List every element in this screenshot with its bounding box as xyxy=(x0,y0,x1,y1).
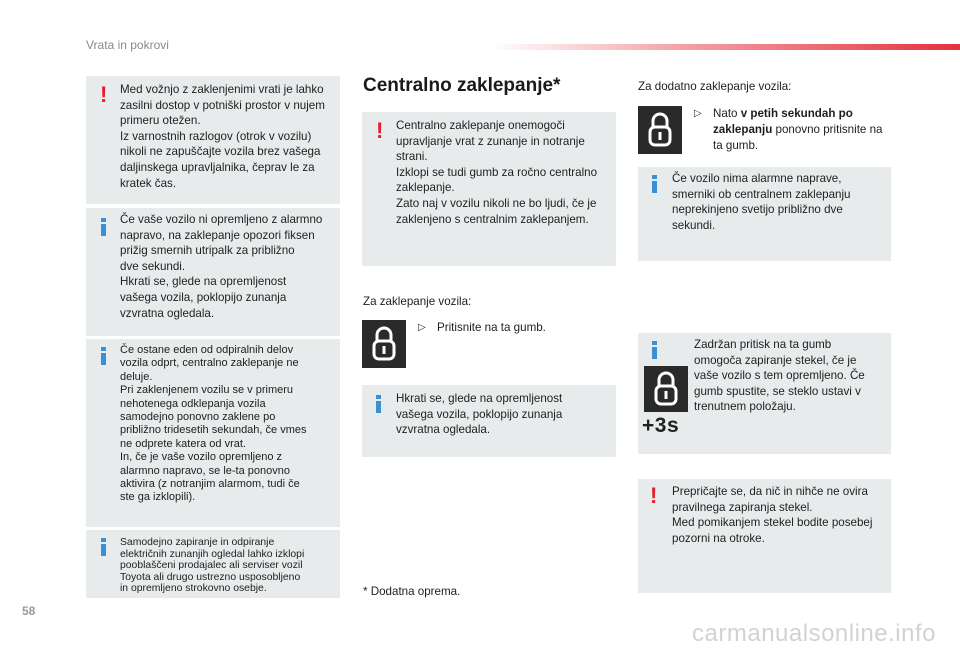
lock-icon xyxy=(362,320,406,368)
info-text: Če vozilo nima alarmne naprave, smerniki ob centralnem zaklepanju neprekinjeno svetijo približno dve sekundi. xyxy=(672,172,851,232)
info-box-right-2 xyxy=(638,333,891,454)
info-box-left-2 xyxy=(86,339,340,527)
step-bold: v petih sekundah po zaklepanju xyxy=(713,107,853,136)
page-title: Centralno zaklepanje* xyxy=(363,75,561,96)
warning-icon: ! xyxy=(650,483,658,508)
lock-intro: Za zaklepanje vozila: xyxy=(363,295,472,308)
lock-icon xyxy=(638,106,682,154)
info-icon xyxy=(376,395,381,413)
step-suffix: ponovno pritisnite na ta gumb. xyxy=(713,123,883,152)
warning-icon: ! xyxy=(100,82,108,107)
info-text: Zadržan pritisk na ta gumb omogoča zapiranje stekel, če je vaše vozilo s tem opremljeno. Če gumb spustite, se steklo ustavi v trenutnem položaju. xyxy=(694,338,865,414)
lock-button-image xyxy=(362,320,406,368)
step-prefix: Nato xyxy=(713,107,741,120)
footnote: * Dodatna oprema. xyxy=(363,585,461,598)
lock-button-image xyxy=(644,366,688,412)
info-box-left-3 xyxy=(86,530,340,598)
info-icon xyxy=(101,347,106,365)
info-icon xyxy=(101,218,106,236)
lock-button-image xyxy=(638,106,682,154)
warning-icon: ! xyxy=(376,118,384,143)
info-box-middle xyxy=(362,385,616,457)
warning-box-right xyxy=(638,479,891,593)
warning-box-left xyxy=(86,76,340,204)
warning-text: Med vožnjo z zaklenjenimi vrati je lahko zasilni dostop v potniški prostor v nujem primeru otežen. Iz varnostnih razlogov (otrok v vozilu) nikoli ne zapuščajte vozila brez vašega daljinskega upravljalnika, čeprav le za kratek čas. xyxy=(120,83,325,190)
page-number: 58 xyxy=(22,604,36,618)
info-box-left-1 xyxy=(86,208,340,336)
info-text: Če vaše vozilo ni opremljeno z alarmno napravo, na zaklepanje opozori fiksen prižig smernih utripalk za približno dve sekundi. Hkrati se, glede na opremljenost vašega vozila, poklopijo zunanja vzvratna ogledala. xyxy=(120,213,323,320)
step-arrow-icon: ▷ xyxy=(418,322,426,333)
warning-box-middle xyxy=(362,112,616,266)
section-title: Vrata in pokrovi xyxy=(86,38,169,52)
lock-step-text: Pritisnite na ta gumb. xyxy=(437,321,546,334)
header-divider xyxy=(490,44,960,50)
step-arrow-icon: ▷ xyxy=(694,108,702,119)
watermark: carmanualsonline.info xyxy=(692,620,936,647)
hold-three-seconds-label: +3s xyxy=(642,414,680,437)
extra-lock-intro: Za dodatno zaklepanje vozila: xyxy=(638,80,792,93)
info-text: Samodejno zapiranje in odpiranje električnih zunanjih ogledal lahko izklopi pooblaščeni prodajalec ali serviser vozil Toyota ali drugo ustrezno usposobljeno in opremljeno strokovno osebje. xyxy=(120,537,305,595)
info-box-right-1 xyxy=(638,167,891,261)
lock-icon xyxy=(644,366,688,412)
info-icon xyxy=(652,341,657,359)
info-text: Hkrati se, glede na opremljenost vašega vozila, poklopijo zunanja vzvratna ogledala. xyxy=(396,392,563,437)
warning-text: Centralno zaklepanje onemogoči upravljanje vrat z zunanje in notranje strani. Izklopi se tudi gumb za ročno centralno zaklepanje. Zato naj v vozilu nikoli ne bo ljudi, če je zaklenjeno s centralnim zaklepanjem. xyxy=(396,119,598,226)
info-icon xyxy=(101,538,106,556)
info-text: Če ostane eden od odpiralnih delov vozila odprt, centralno zaklepanje ne deluje. Pri zaklenjenem vozilu se v primeru nehotenega odklepanja vozila samodejno ponovno zaklene po približno tridesetih sekundah, če vmes ne odprete katera od vrat. In, če je vaše vozilo opremljeno z alarmno napravo, se le-ta ponovno aktivira (z notranjim alarmom, tudi če ste ga izklopili). xyxy=(120,344,307,504)
warning-text: Prepričajte se, da nič in nihče ne ovira pravilnega zapiranja stekel. Med pomikanjem stekel bodite posebej pozorni na otroke. xyxy=(672,485,873,545)
info-icon xyxy=(652,175,657,193)
